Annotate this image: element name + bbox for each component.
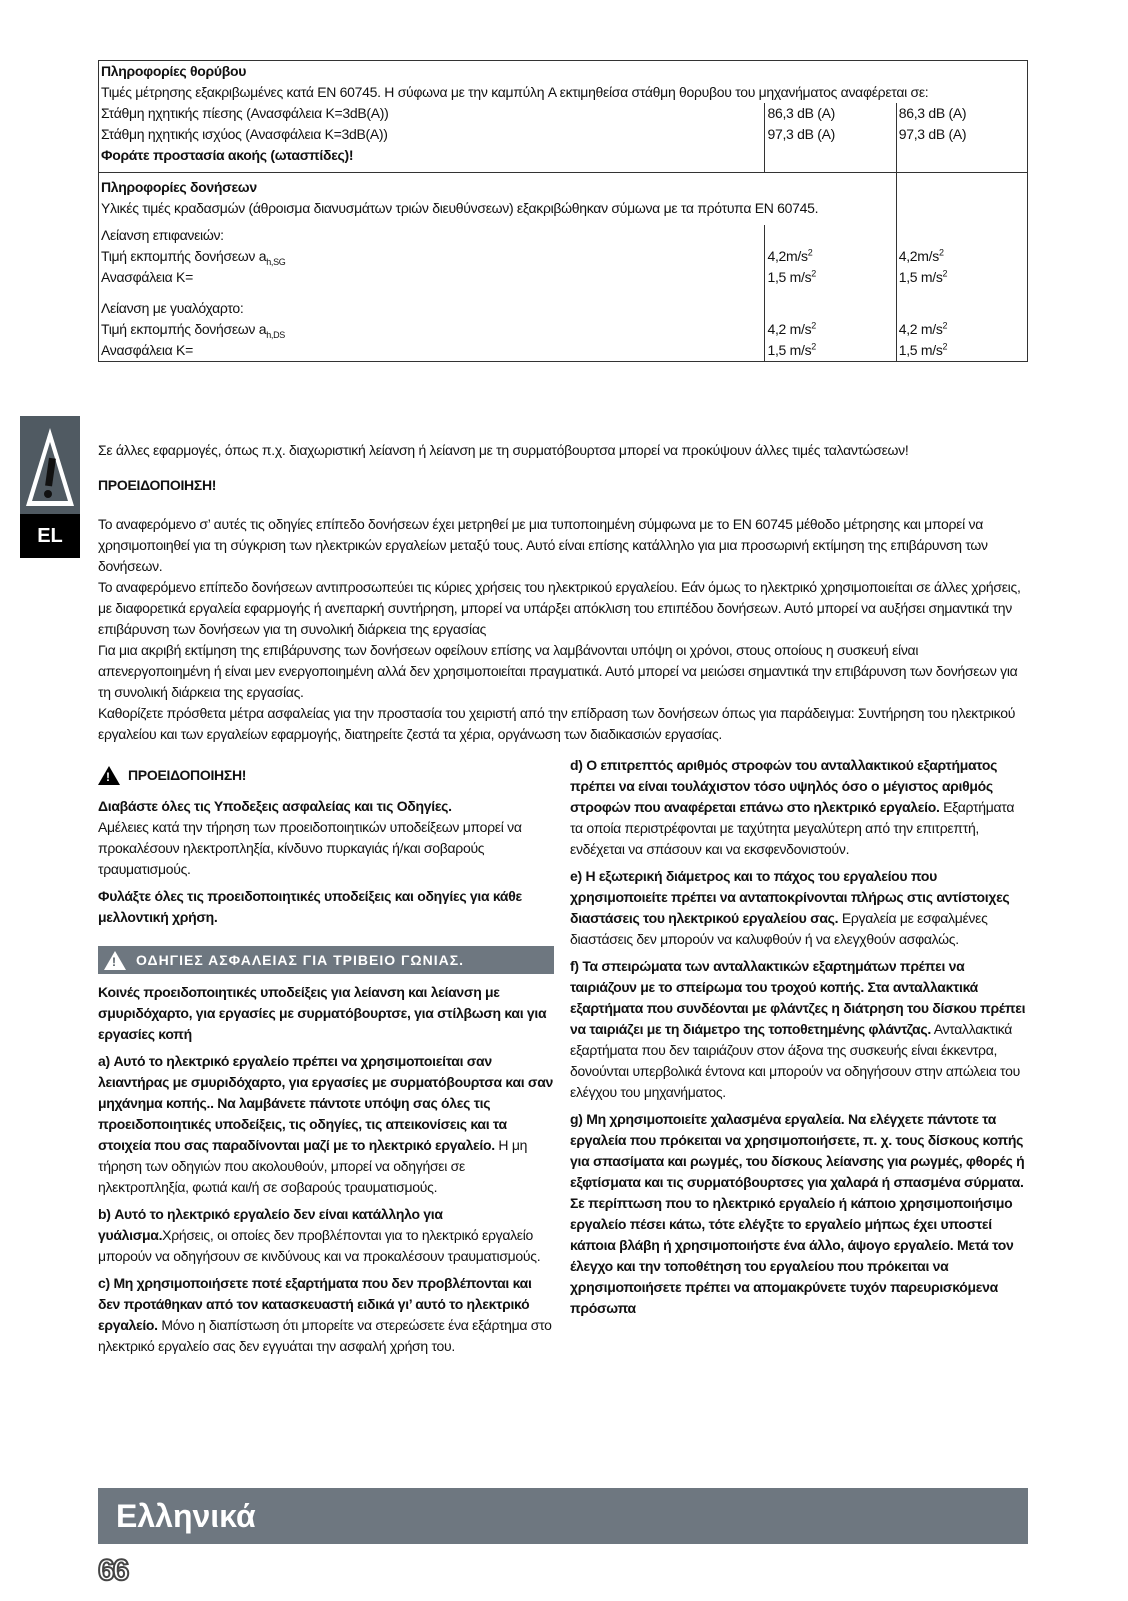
left-column	[98, 765, 554, 1363]
warning-heading: ΠΡΟΕΙΔΟΠΟΙΗΣΗ!	[98, 477, 217, 493]
surface-grinding-title: Λείανση επιφανειών:	[101, 227, 224, 243]
item-b: b) Αυτό το ηλεκτρικό εργαλείο δεν είναι κατάλληλο για γυάλισμα.Χρήσεις, οι οποίες δεν προβλέπονται για το ηλεκτρικό εργαλείο μπορούν να οδηγήσουν σε κινδύνους και να προκαλέσουν τραυματισμούς.	[98, 1206, 541, 1264]
noise-description: Τιμές μέτρησης εξακριβωμένες κατά EN 60745. Η σύφωνα με την καμπύλη A εκτιμηθείσα στάθμη θορυβου του μηχανήματος αναφέρεται σε:	[101, 84, 929, 100]
sound-power-value-2: 97,3 dB (A)	[896, 124, 1027, 145]
common-warnings: Κοινές προειδοποιητικές υποδείξεις για λείανση και λείανση με σμυριδόχαρτο, για εργασίες με συρματόβουρτσε, για στίλβωση και για εργασίες κοπή	[98, 984, 547, 1042]
page-number: 66	[98, 1554, 128, 1587]
safety-instructions-title: ΟΔΗΓΙΕΣ ΑΣΦΑΛΕΙΑΣ ΓΙΑ ΤΡΙΒΕΙΟ ΓΩΝΙΑΣ.	[136, 951, 465, 968]
sound-power-value-1: 97,3 dB (A)	[765, 124, 896, 145]
warning-triangle-icon: !	[98, 766, 120, 785]
vibration-description: Υλικές τιμές κραδασμών (άθροισμα διανυσμάτων τριών διευθύνσεων) εξακριβώθηκαν σύμωνα με τα πρότυπα EN 60745.	[101, 200, 819, 216]
read-instructions: Διαβάστε όλες τις Υποδεξεις ασφαλείας και τις Οδηγίες. Αμέλειες κατά την τήρηση των προειδοποιητικών υποδείξεων μπορεί να προκαλέσουν ηλεκτροπληξία, κίνδυνο πυρκαγιάς ή/και σοβαρούς τραυματισμούς.	[98, 798, 522, 877]
sanding-emission-value-1: 4,2 $m/s^2$	[767, 320, 816, 337]
vibration-paragraph-4: Καθορίζετε πρόσθετα μέτρα ασφαλείας για την προστασία του χειριστή από την επίδραση των δονήσεων όπως για παράδειγμα: Συντήρηση του ηλεκτρικού εργαλείου και των εργαλείων εφαρμογής, διατηρείτε ζεστά τα χέρια, οργάνωση των διαδικασιών εργασίας.	[98, 705, 1016, 742]
item-g: g) Μη χρησιμοποιείτε χαλασμένα εργαλεία. Να ελέγχετε πάντοτε τα εργαλεία που πρόκειται να χρησιμοποιήσετε, π. χ. τους δίσκους κοπής για σπασίματα και ρωγμές, του δίσκους λείανσης για ρωγμές, φθορές ή εξφτίσματα και τις συρματόβουρτσες για χαλαρά ή σπασμένα σύρματα. Σε περίπτωση που το ηλεκτρικό εργαλείο ή κάποιο χρησιμοποιήσιμο εργαλείο πέσει κάτω, τότε ελέγξτε το εργαλείο μήπως έχει υποστεί κάποια βλάβη ή χρησιμοποιήστε ένα άλλο, άψογο εργαλείο. Μετά τον έλεγχο και την τοποθέτηση του εργαλείου που πρόκειται να χρησιμοποιήσετε πρέπει να απομακρύνετε τυχόν παρευρισκόμενα πρόσωπα	[570, 1111, 1025, 1316]
item-f: f) Τα σπειρώματα των ανταλλακτικών εξαρτημάτων πρέπει να ταιριάζουν με το σπείρωμα του τροχού κοπής. Στα ανταλλακτικά εξαρτήματα που συνδέονται με φλάντζες η διάτρηση του δίσκου πρέπει να ταιριάζει με τη διάμετρο της τοποθετημένης φλάντζας. Ανταλλακτικά εξαρτήματα που δεν ταιριάζουν στον άξονα της συσκευής είναι έκκεντρα, δονούνται υπερβολικά έντονα και μπορούν να οδηγήσουν στην απώλεια του ελέγχου του μηχανήματος.	[570, 958, 1026, 1100]
right-column	[570, 755, 1028, 1325]
sanding-title: Λείανση με γυαλόχαρτο:	[101, 300, 244, 316]
item-d: d) Ο επιτρεπτός αριθμός στροφών του ανταλλακτικού εξαρτήματος πρέπει να είναι τουλάχιστον τόσο υψηλός όσο ο μέγιστος αριθμός στροφών που αναφέρεται επάνω στο ηλεκτρικό εργαλείο. Εξαρτήματα τα οποία περιστρέφονται με ταχύτητα μεγαλύτερη από την επιτρεπτή, ενδέχεται να σπάσουν και να εκσφενδονιστούν.	[570, 757, 1015, 857]
sound-power-label: Στάθμη ηχητικής ισχύος (Ανασφάλεια K=3dB(A))	[101, 126, 388, 142]
surface-k-value-2: 1,5 $m/s^2$	[898, 268, 948, 285]
warning-label: ΠΡΟΕΙΔΟΠΟΙΗΣΗ!	[128, 767, 247, 783]
warning-box	[20, 416, 80, 514]
language-code: EL	[20, 514, 80, 558]
vibration-paragraph-3: Για μια ακριβή εκτίμηση της επιβάρυνσης των δονήσεων οφείλουν επίσης να λαμβάνονται υπόψη οι χρόνοι, στους οποίους η συσκευή είναι απενεργοποιημένη ή είναι μεν ενεργοποιημένη αλλά δεν χρησιμοποιείται πραγματικά. Αυτό μπορεί να μειώσει σημαντικά την επιβάρυνση των δονήσεων για τη συνολική διάρκεια της εργασίας.	[98, 642, 1018, 700]
safety-instructions-bar	[98, 946, 554, 974]
surface-emission-value-1: $4,2m/s^2$	[767, 247, 813, 264]
sound-pressure-label: Στάθμη ηχητικής πίεσης (Ανασφάλεια K=3dB(A))	[101, 105, 389, 121]
surface-emission-value-2: $4,2m/s^2$	[898, 247, 944, 264]
noise-title: Πληροφορίες θορύβου	[101, 63, 247, 79]
sound-pressure-value-1: 86,3 dB (A)	[765, 103, 896, 124]
keep-instructions: Φυλάξτε όλες τις προειδοποιητικές υποδείξεις και οδηγίες για κάθε μελλοντική χρήση.	[98, 888, 522, 925]
item-e: e) Η εξωτερική διάμετρος και το πάχος του εργαλείου που χρησιμοποιείτε πρέπει να ανταποκρίνονται πλήρως στις αντίστοιχες διαστάσεις του ηλεκτρικού εργαλείου σας. Εργαλεία με εσφαλμένες διαστάσεις δεν μπορούν να καλυφθούν ή να ελεγχθούν ασφαλώς.	[570, 868, 1010, 947]
surface-k-value-1: 1,5 $m/s^2$	[767, 268, 816, 285]
vibration-title: Πληροφορίες δονήσεων	[101, 179, 257, 195]
language-side-tab	[20, 416, 80, 558]
sanding-emission-value-2: 4,2 $m/s^2$	[898, 320, 948, 337]
ear-protection-note: Φοράτε προστασία ακοής (ωτασπίδες)!	[101, 147, 354, 163]
vibration-paragraph-2: Το αναφερόμενο επίπεδο δονήσεων αντιπροσωπεύει τις κύριες χρήσεις του ηλεκτρικού εργαλείου. Εάν όμως το ηλεκτρικό χρησιμοποιείται σε άλλες χρήσεις, με διαφορετικά εργαλεία εφαρμογής ή ανεπαρκή συντήρηση, μπορεί να υπάρξει απόκλιση του επιπέδου δονήσεων. Αυτό μπορεί να αυξήσει σημαντικά την επιβάρυνση των δονήσεων για τη συνολική διάρκεια της εργασίας	[98, 579, 1021, 637]
other-applications-note: Σε άλλες εφαρμογές, όπως π.χ. διαχωριστική λείανση ή λείανση με τη συρματόβουρτσα μπορεί να προκύψουν άλλες τιμές ταλαντώσεων!	[98, 442, 909, 458]
sanding-emission-label: Τιμή εκπομπής δονήσεων $a_{h,DS}$	[101, 321, 285, 340]
sanding-k-value-1: 1,5 $m/s^2$	[767, 341, 816, 358]
item-a: a) Αυτό το ηλεκτρικό εργαλείο πρέπει να χρησιμοποιείται σαν λειαντήρας με σμυριδόχαρτο, για εργασίες με συρματόβουρτσα και σαν μηχάνημα κοπής.. Να λαμβάνετε πάντοτε υπόψη σας όλες τις προειδοποιητικές υποδείξεις, τις οδηγίες, τις απεικονίσεις και τα στοιχεία που σας παραδίνονται μαζί με το ηλεκτρικό εργαλείο. Η μη τήρηση των οδηγιών που ακολουθούν, μπορεί να οδηγήσει σε ηλεκτροπληξία, φωτιά και/ή σε σοβαρούς τραυματισμούς.	[98, 1053, 554, 1195]
spec-table	[98, 60, 1028, 362]
warning-header	[98, 765, 554, 786]
surface-emission-label: Τιμή εκπομπής δονήσεων $a_{h,SG}$	[101, 248, 286, 267]
sanding-k-value-2: 1,5 $m/s^2$	[898, 341, 948, 358]
warning-triangle-icon: !	[104, 951, 126, 970]
surface-uncertainty-label: Ανασφάλεια K=	[101, 269, 193, 285]
warning-exclamation-icon	[20, 416, 80, 514]
language-footer-bar: Ελληνικά	[98, 1488, 1028, 1544]
vibration-paragraph-1: Το αναφερόμενο σ’ αυτές τις οδηγίες επίπεδο δονήσεων έχει μετρηθεί με μια τυποποιημένη σύμφωνα με το EN 60745 μέθοδο μέτρησης και μπορεί να χρησιμοποιηθεί για τη σύγκριση των ηλεκτρικών εργαλείων μεταξύ τους. Αυτό είναι επίσης κατάλληλο για μια προσωρινή εκτίμηση της επιβάρυνση των δονήσεων.	[98, 516, 988, 574]
sanding-uncertainty-label: Ανασφάλεια K=	[101, 342, 193, 358]
item-c: c) Μη χρησιμοποιήσετε ποτέ εξαρτήματα που δεν προβλέπονται και δεν προτάθηκαν από τον κατασκευαστή ειδικά γι’ αυτό το ηλεκτρικό εργαλείο. Μόνο η διαπίστωση ότι μπορείτε να στερεώσετε ένα εξάρτημα στο ηλεκτρικό εργαλείο σας δεν εγγυάται την ασφαλή χρήση του.	[98, 1275, 552, 1354]
vibration-notes	[98, 440, 1028, 745]
sound-pressure-value-2: 86,3 dB (A)	[896, 103, 1027, 124]
